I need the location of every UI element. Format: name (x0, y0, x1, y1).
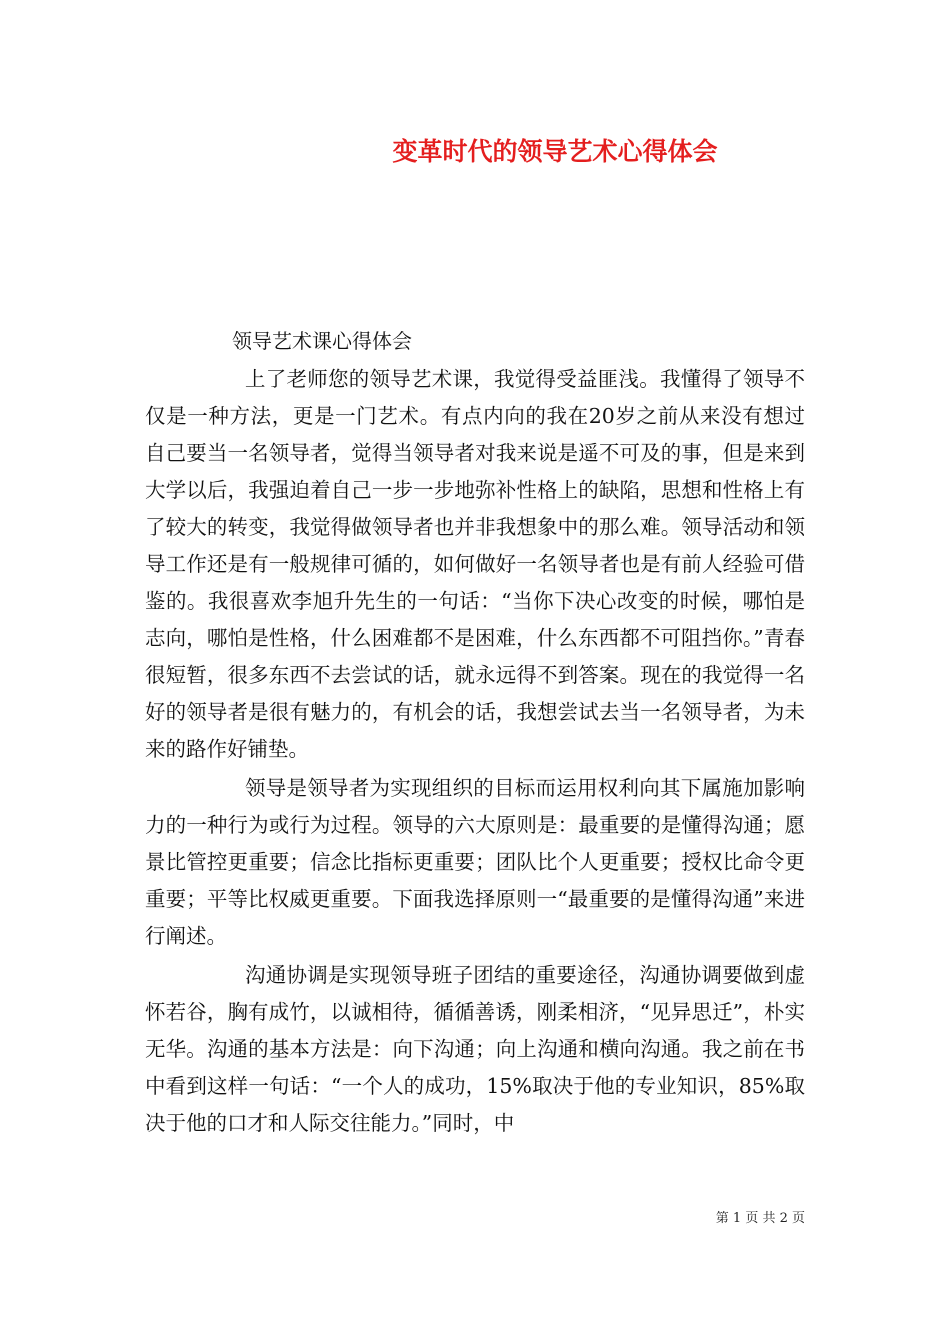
page-footer: 第 1 页 共 2 页 (715, 1211, 805, 1226)
document-subtitle: 领导艺术课心得体会 (232, 329, 412, 353)
document-body (145, 361, 805, 1144)
document-title: 变革时代的领导艺术心得体会 (392, 137, 718, 166)
paragraph: 上了老师您的领导艺术课，我觉得受益匪浅。我懂得了领导不仅是一种方法，更是一门艺术。有点内向的我在20岁之前从来没有想过自己要当一名领导者，觉得当领导者对我来说是遥不可及的事，但是来到大学以后，我强迫着自己一步一步地弥补性格上的缺陷，思想和性格上有了较大的转变，我觉得做领导者也并非我想象中的那么难。领导活动和领导工作还是有一般规律可循的，如何做好一名领导者也是有前人经验可借鉴的。我很喜欢李旭升先生的一句话：“当你下决心改变的时候，哪怕是志向，哪怕是性格，什么困难都不是困难，什么东西都不可阻挡你。”青春很短暂，很多东西不去尝试的话，就永远得不到答案。现在的我觉得一名好的领导者是很有魅力的，有机会的话，我想尝试去当一名领导者，为未来的路作好铺垫。 (145, 367, 805, 761)
paragraph: 沟通协调是实现领导班子团结的重要途径，沟通协调要做到虚怀若谷，胸有成竹，以诚相待，循循善诱，刚柔相济，“见异思迁”，朴实无华。沟通的基本方法是：向下沟通；向上沟通和横向沟通。我之前在书中看到这样一句话：“一个人的成功，15%取决于他的专业知识，85%取决于他的口才和人际交往能力。”同时，中 (145, 963, 805, 1135)
paragraph: 领导是领导者为实现组织的目标而运用权利向其下属施加影响力的一种行为或行为过程。领导的六大原则是：最重要的是懂得沟通；愿景比管控更重要；信念比指标更重要；团队比个人更重要；授权比命令更重要；平等比权威更重要。下面我选择原则一“最重要的是懂得沟通”来进行阐述。 (145, 776, 805, 948)
